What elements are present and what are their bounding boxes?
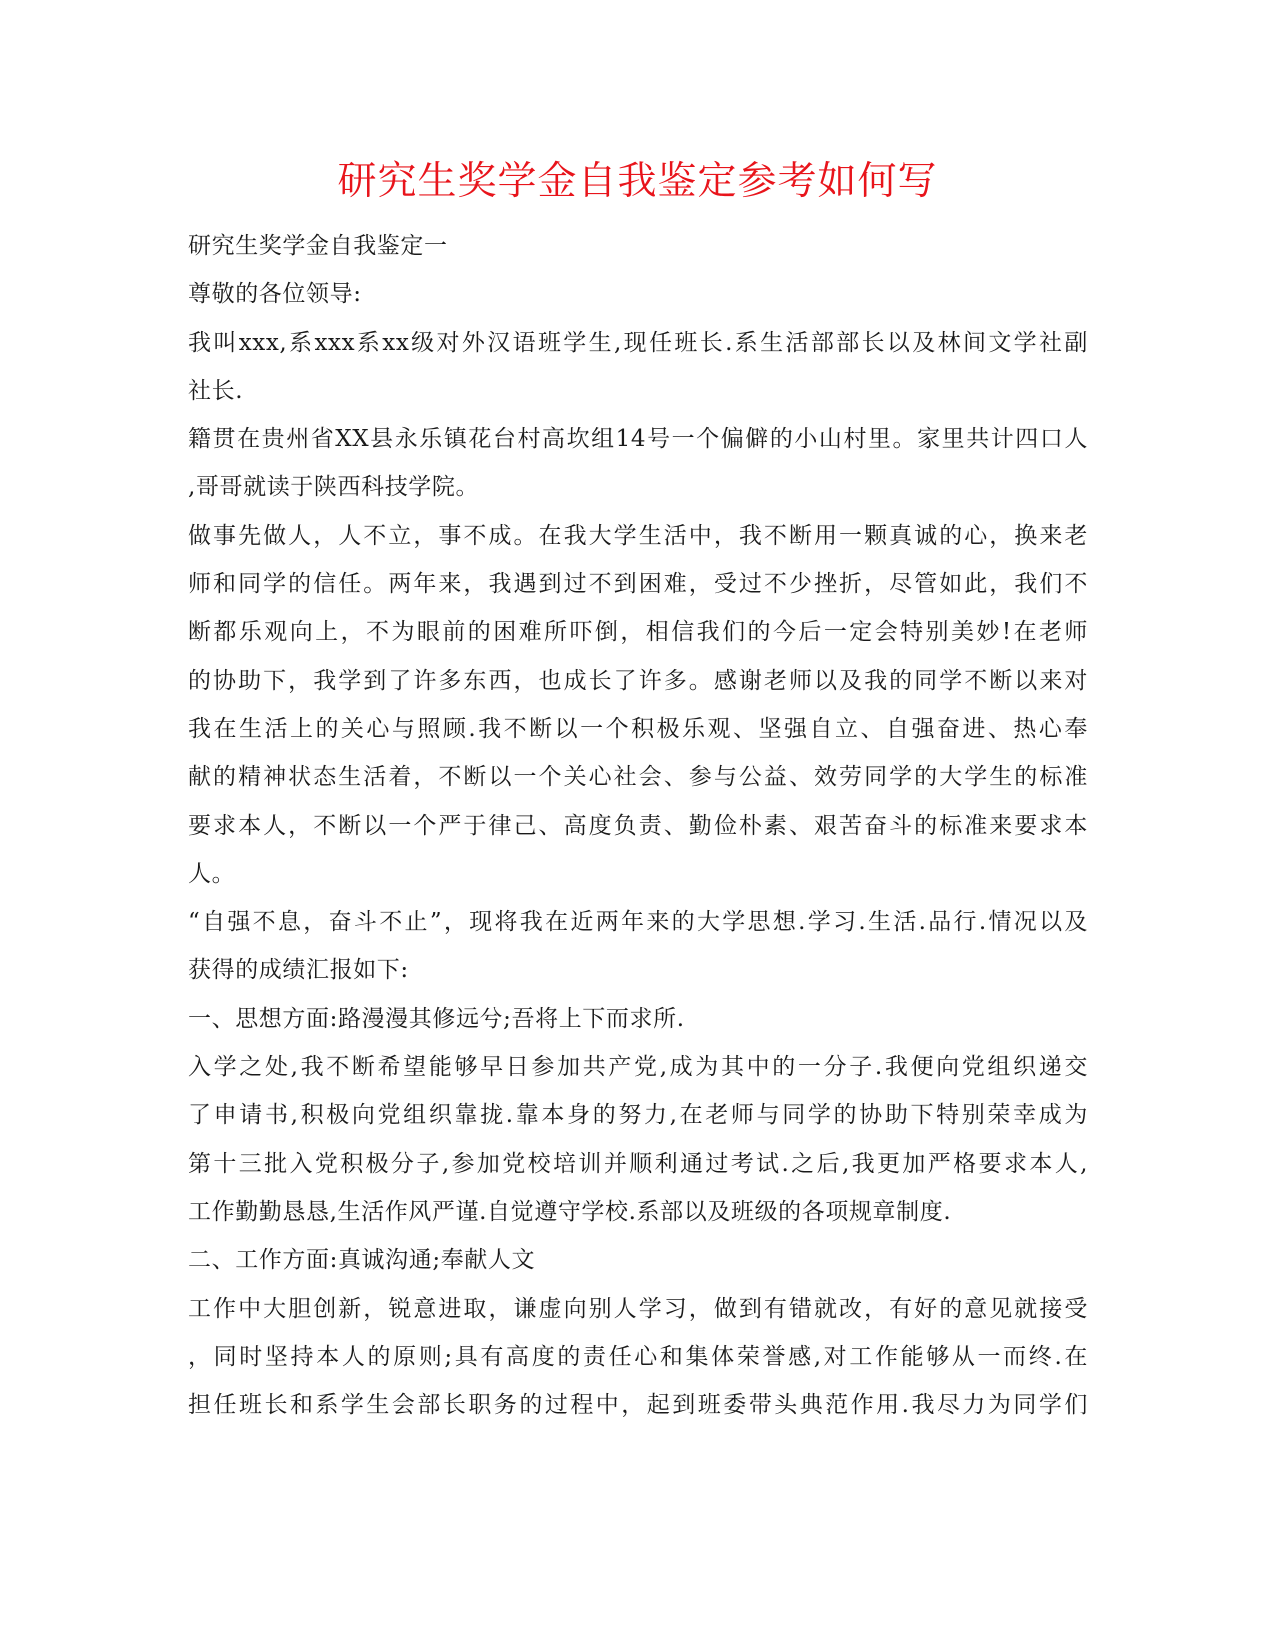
text-line: 人。 <box>188 860 236 887</box>
text-line: 担任班长和系学生会部长职务的过程中，起到班委带头典范作用.我尽力为同学们 <box>188 1392 1088 1419</box>
text-line: 我在生活上的关心与照顾.我不断以一个积极乐观、坚强自立、自强奋进、热心奉 <box>188 715 1088 742</box>
text-line: 尊敬的各位领导: <box>188 281 362 308</box>
text-line: ,哥哥就读于陕西科技学院。 <box>188 474 480 501</box>
text-line: 要求本人，不断以一个严于律己、高度负责、勤俭朴素、艰苦奋斗的标准来要求本 <box>188 812 1088 839</box>
document-title: 研究生奖学金自我鉴定参考如何写 <box>337 159 938 204</box>
text-line: ，同时坚持本人的原则;具有高度的责任心和集体荣誉感,对工作能够从一而终.在 <box>188 1343 1088 1370</box>
text-line: 社长. <box>188 377 244 404</box>
text-line: “自强不息，奋斗不止”，现将我在近两年来的大学思想.学习.生活.品行.情况以及 <box>188 909 1088 936</box>
text-line: 获得的成绩汇报如下: <box>188 957 409 984</box>
text-line: 研究生奖学金自我鉴定一 <box>188 233 448 259</box>
text-line: 籍贯在贵州省XX县永乐镇花台村高坎组14号一个偏僻的小山村里。家里共计四口人 <box>188 426 1088 453</box>
text-line: 的协助下，我学到了许多东西，也成长了许多。感谢老师以及我的同学不断以来对 <box>188 667 1088 694</box>
text-line: 师和同学的信任。两年来，我遇到过不到困难，受过不少挫折，尽管如此，我们不 <box>188 571 1088 598</box>
text-line: 一、思想方面:路漫漫其修远兮;吾将上下而求所. <box>188 1005 685 1032</box>
document-body <box>188 222 1088 1429</box>
text-line: 了申请书,积极向党组织靠拢.靠本身的努力,在老师与同学的协助下特别荣幸成为 <box>188 1102 1088 1129</box>
text-line: 断都乐观向上，不为眼前的困难所吓倒，相信我们的今后一定会特别美妙!在老师 <box>188 619 1088 646</box>
text-line: 二、工作方面:真诚沟通;奉献人文 <box>188 1247 536 1274</box>
text-line: 献的精神状态生活着，不断以一个关心社会、参与公益、效劳同学的大学生的标准 <box>188 764 1088 791</box>
text-line: 第十三批入党积极分子,参加党校培训并顺利通过考试.之后,我更加严格要求本人, <box>188 1150 1088 1177</box>
text-line: 工作中大胆创新，锐意进取，谦虚向别人学习，做到有错就改，有好的意见就接受 <box>188 1295 1088 1322</box>
text-line: 入学之处,我不断希望能够早日参加共产党,成为其中的一分子.我便向党组织递交 <box>188 1054 1088 1081</box>
text-line: 我叫xxx,系xxx系xx级对外汉语班学生,现任班长.系生活部部长以及林间文学社副 <box>188 329 1088 356</box>
text-line: 做事先做人，人不立，事不成。在我大学生活中，我不断用一颗真诚的心，换来老 <box>188 522 1088 549</box>
text-line: 工作勤勤恳恳,生活作风严谨.自觉遵守学校.系部以及班级的各项规章制度. <box>188 1198 952 1225</box>
